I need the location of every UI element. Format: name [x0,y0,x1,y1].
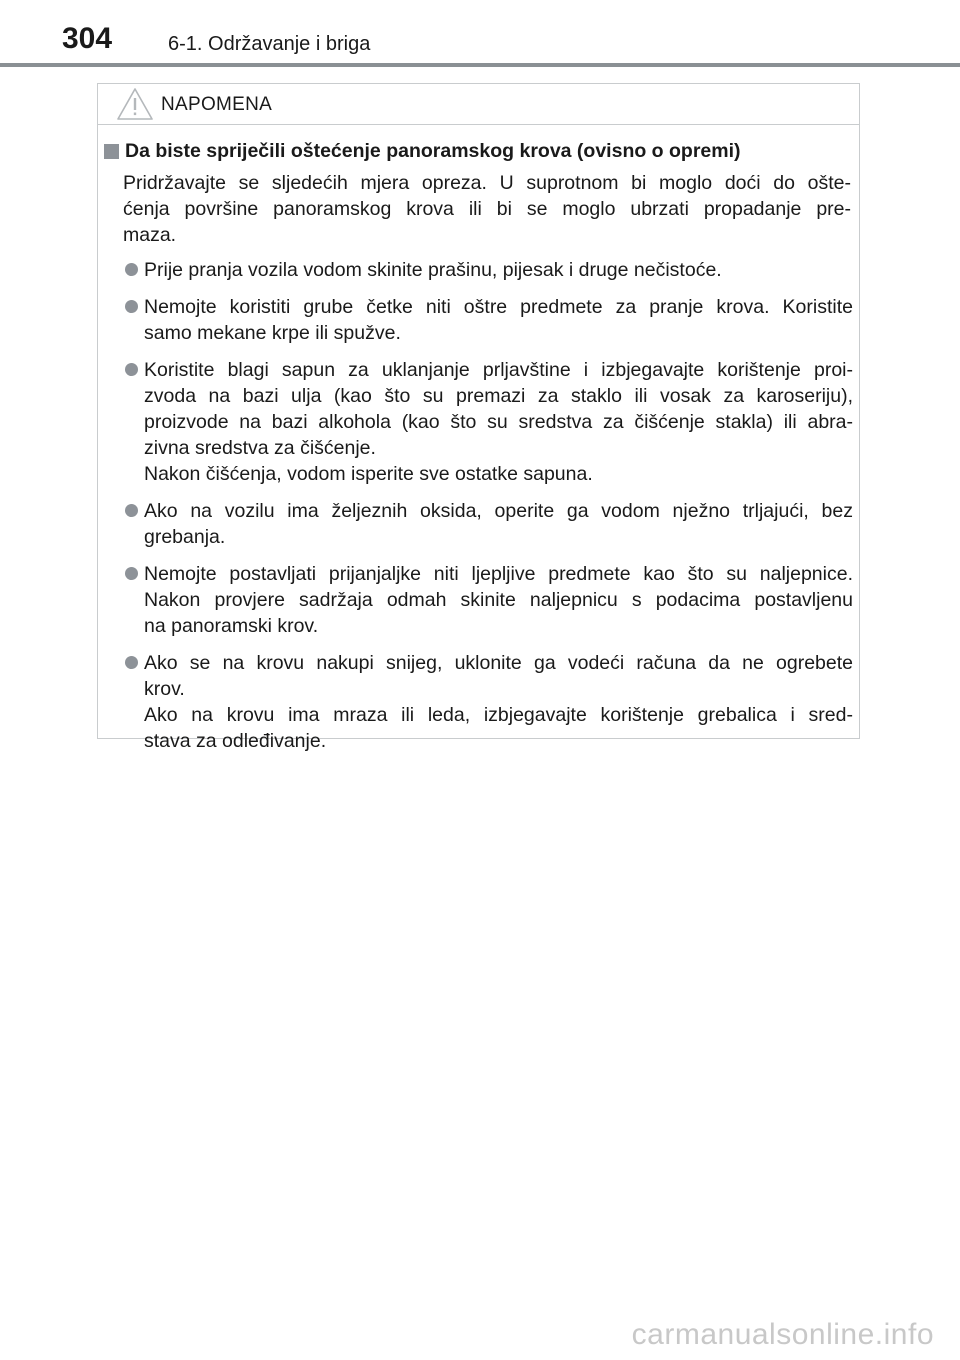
list-item-line: stava za odleđivanje. [144,730,327,752]
precaution-list [98,257,859,754]
list-item [123,561,853,639]
list-item-line: Nemojte postavljati prijanjaljke niti ljepljive predmete kao što su naljepnice. [144,563,853,585]
list-item-line: grebanja. [144,526,226,548]
intro-line: ćenja površine panoramskog krova ili bi se moglo ubrzati propadanje pre- [123,198,851,220]
list-item-line: zivna sredstva za čišćenje. [144,437,376,459]
list-item-line: Nemojte koristiti grube četke niti oštre predmete za pranje krova. Koristite [144,296,853,318]
list-item-line: Koristite blagi sapun za uklanjanje prljavštine i izbjegavajte korištenje proi- [144,359,853,381]
list-item-line: samo mekane krpe ili spužve. [144,322,401,344]
notice-header [98,84,859,125]
bullet-dot-icon [125,567,138,580]
notice-content [98,138,859,765]
bullet-dot-icon [125,363,138,376]
intro-line: Pridržavajte se sljedećih mjera opreza. U suprotnom bi moglo doći do ošte- [123,172,851,194]
list-item [123,650,853,754]
list-item [123,498,853,550]
notice-subheading-text: Da biste spriječili oštećenje panoramskog krova (ovisno o opremi) [125,140,741,162]
notice-subheading [104,138,859,164]
list-item-line: Ako na krovu ima mraza ili leda, izbjegavajte korištenje grebalica i sred- [144,704,853,726]
list-item [123,294,853,346]
list-item-line: Ako se na krovu nakupi snijeg, uklonite ga vodeći računa da ne ogrebete [144,652,853,674]
page-header [0,0,960,68]
list-item-line: Nakon provjere sadržaja odmah skinite naljepnicu s podacima postavljenu [144,589,853,611]
warning-triangle-icon [116,87,154,121]
header-divider [0,63,960,67]
list-item-line: zvoda na bazi ulja (kao što su premazi za staklo ili vosak za karoseriju), [144,385,853,407]
list-item-line: Nakon čišćenja, vodom isperite sve ostatke sapuna. [144,463,593,485]
notice-box [97,83,860,752]
list-item-line: na panoramski krov. [144,615,319,637]
square-bullet-icon [104,144,119,159]
list-item-line: Prije pranja vozila vodom skinite prašinu, pijesak i druge nečistoće. [144,259,722,281]
list-item [123,357,853,487]
list-item-line: krov. [144,678,185,700]
intro-line: maza. [123,224,177,246]
notice-title: NAPOMENA [161,94,273,115]
page-number: 304 [62,22,113,55]
list-item [123,257,853,283]
bullet-dot-icon [125,656,138,669]
bullet-dot-icon [125,504,138,517]
list-item-line: proizvode na bazi alkohola (kao što su sredstva za čišćenje stakla) ili abra- [144,411,853,433]
section-title: 6-1. Održavanje i briga [168,33,371,55]
bullet-dot-icon [125,300,138,313]
list-item-line: Ako na vozilu ima željeznih oksida, operite ga vodom nježno trljajući, bez [144,500,853,522]
watermark: carmanualsonline.info [631,1318,934,1351]
intro-paragraph [123,170,851,248]
bullet-dot-icon [125,263,138,276]
